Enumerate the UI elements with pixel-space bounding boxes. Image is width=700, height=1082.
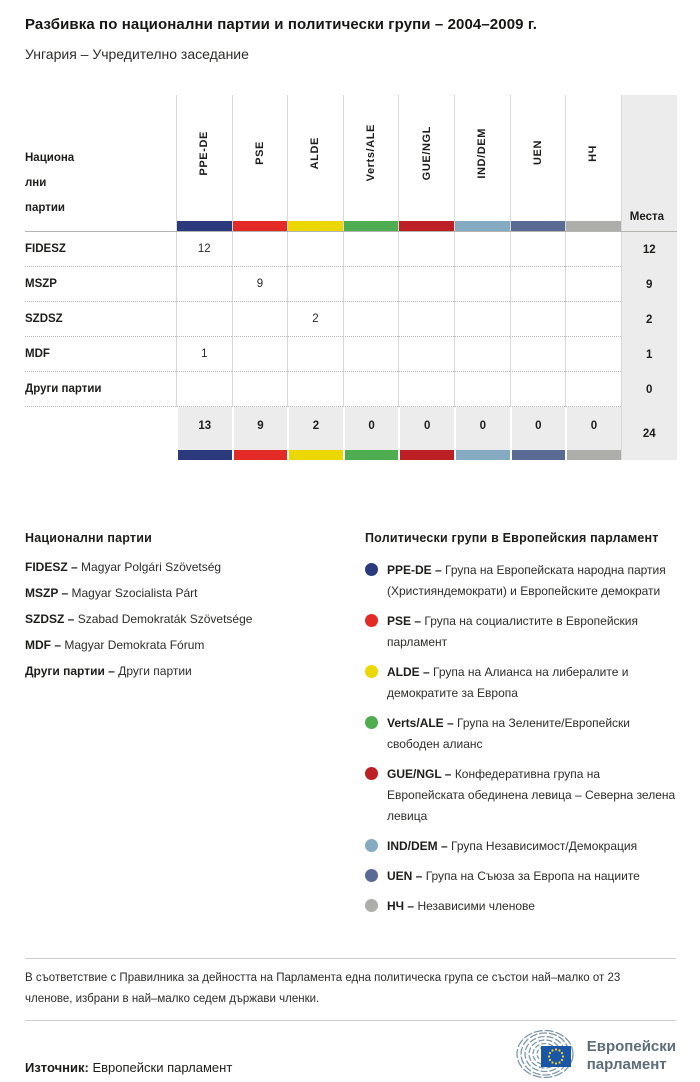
table-row <box>25 337 677 372</box>
cell <box>176 302 232 337</box>
legend-item <box>365 764 676 827</box>
legend-item <box>25 664 365 679</box>
source-value: Европейски парламент <box>88 1059 233 1075</box>
group-code: UEN – <box>387 869 423 883</box>
column-header-ind-dem <box>454 95 510 231</box>
seats-cell: 0 <box>621 372 677 407</box>
divider <box>25 958 676 959</box>
legend-item <box>365 866 676 887</box>
total-cell <box>565 407 621 460</box>
legend-item <box>365 836 676 857</box>
total-value: 13 <box>198 420 212 432</box>
group-color-bar <box>345 450 399 460</box>
group-color-bar <box>456 450 510 460</box>
group-color-bar <box>512 450 566 460</box>
total-value: 0 <box>590 420 598 432</box>
column-header-label: UEN <box>531 140 544 166</box>
legends <box>25 531 676 926</box>
logo-line1: Европейски <box>586 1038 676 1055</box>
group-color-dot <box>365 665 378 678</box>
group-color-bar <box>289 450 343 460</box>
group-color-bar <box>177 221 232 231</box>
cell <box>454 232 510 267</box>
total-value: 0 <box>479 420 486 432</box>
legend-national-parties <box>25 531 365 926</box>
page-title: Разбивка по национални партии и политически групи – 2004–2009 г. <box>25 16 537 33</box>
cell <box>565 337 621 372</box>
party-label: SZDSZ <box>25 302 176 337</box>
total-cell <box>343 407 399 460</box>
column-header-label: Verts/ALE <box>365 124 378 182</box>
table-row <box>25 267 677 302</box>
group-color-dot <box>365 767 378 780</box>
group-color-bar <box>455 221 510 231</box>
group-code: GUE/NGL – <box>387 767 452 781</box>
row-header-line: лни <box>25 177 47 189</box>
seats-table <box>25 95 677 460</box>
party-label: Други партии <box>25 372 176 407</box>
hemicycle-icon <box>515 1030 579 1082</box>
group-color-bar <box>288 221 343 231</box>
cell <box>398 232 454 267</box>
group-desc: Конфедеративна група на Европейската обединена левица – Северна зелена левица <box>387 767 676 823</box>
cell: 1 <box>176 337 232 372</box>
cell <box>287 232 343 267</box>
group-color-bar <box>399 221 454 231</box>
column-header-gue-ngl <box>398 95 454 231</box>
row-header-label <box>25 146 74 221</box>
column-header-verts-ale <box>343 95 399 231</box>
party-code: FIDESZ – <box>25 560 78 574</box>
cell <box>343 337 399 372</box>
cell <box>398 267 454 302</box>
group-code: IND/DEM – <box>387 839 448 853</box>
column-header-seats <box>621 95 677 231</box>
total-value: 0 <box>423 420 431 432</box>
group-color-bar <box>234 450 288 460</box>
source-text <box>25 1060 232 1075</box>
party-label: MDF <box>25 337 176 372</box>
cell <box>565 372 621 407</box>
column-header-alde <box>287 95 343 231</box>
cell <box>232 302 288 337</box>
group-code: PSE – <box>387 614 422 628</box>
table-row <box>25 302 677 337</box>
legend-heading: Национални партии <box>25 531 152 545</box>
party-name: Magyar Szocialista Párt <box>71 586 198 600</box>
totals-row <box>25 407 677 460</box>
legend-item <box>365 611 676 653</box>
group-desc: Група на Съюза за Европа на нациите <box>425 869 640 883</box>
group-color-dot <box>365 614 378 627</box>
cell: 9 <box>232 267 288 302</box>
cell <box>398 302 454 337</box>
total-cell <box>287 407 343 460</box>
seats-cell: 9 <box>621 267 677 302</box>
group-desc: Група Независимост/Демокрация <box>451 839 638 853</box>
total-value: 9 <box>257 420 264 432</box>
cell <box>454 372 510 407</box>
logo-text <box>587 1038 676 1074</box>
seats-cell: 12 <box>621 232 677 267</box>
total-value: 2 <box>312 420 320 432</box>
cell <box>343 232 399 267</box>
totals-spacer <box>25 407 176 460</box>
cell <box>454 337 510 372</box>
group-code: PPE-DE – <box>387 563 442 577</box>
legend-item <box>365 713 676 755</box>
column-header-label: GUE/NGL <box>420 125 433 181</box>
source-label: Източник: <box>25 1059 89 1075</box>
table-row <box>25 232 677 267</box>
cell <box>510 372 566 407</box>
seats-header-label: Места <box>629 211 664 223</box>
cell <box>232 232 288 267</box>
page-subtitle: Унгария – Учредително заседание <box>25 46 249 62</box>
group-color-dot <box>365 839 378 852</box>
group-color-dot <box>365 899 378 912</box>
group-desc: Група на Алианса на либералите и демократите за Европа <box>387 665 629 700</box>
cell: 2 <box>287 302 343 337</box>
table-row <box>25 372 677 407</box>
european-parliament-logo <box>515 1030 676 1082</box>
column-header-label: PSE <box>253 141 266 165</box>
party-name: Magyar Demokrata Fórum <box>64 638 205 652</box>
source-row <box>25 1030 676 1082</box>
cell <box>454 302 510 337</box>
legend-item <box>25 638 365 653</box>
group-color-dot <box>365 869 378 882</box>
column-header-label: НЧ <box>587 144 600 162</box>
cell <box>232 337 288 372</box>
legend-item <box>25 586 365 601</box>
cell <box>343 267 399 302</box>
cell <box>176 372 232 407</box>
group-color-bar <box>511 221 566 231</box>
column-header-ppe-de <box>176 95 232 231</box>
group-desc: Група на социалистите в Европейския парламент <box>387 614 638 649</box>
party-code: Други партии – <box>25 664 115 678</box>
cell <box>454 267 510 302</box>
total-value: 0 <box>368 420 375 432</box>
column-header-uen <box>510 95 566 231</box>
total-seats: 24 <box>621 407 677 460</box>
cell <box>510 232 566 267</box>
total-cell <box>454 407 510 460</box>
total-cell <box>510 407 566 460</box>
party-code: MDF – <box>25 638 61 652</box>
seats-cell: 1 <box>621 337 677 372</box>
column-header-label: ALDE <box>309 136 322 170</box>
legend-political-groups <box>365 531 676 926</box>
group-color-dot <box>365 716 378 729</box>
table-header-row <box>25 95 677 232</box>
group-color-bar <box>344 221 399 231</box>
group-desc: Независими членове <box>417 899 535 913</box>
legend-heading: Политически групи в Европейския парламент <box>365 531 659 545</box>
cell <box>510 267 566 302</box>
cell <box>343 302 399 337</box>
group-color-bar <box>400 450 454 460</box>
legend-item <box>25 612 365 627</box>
group-code: НЧ – <box>387 899 415 913</box>
column-header-pse <box>232 95 288 231</box>
cell <box>287 337 343 372</box>
legend-item <box>365 896 676 917</box>
party-code: MSZP – <box>25 586 69 600</box>
party-name: Szabad Demokraták Szövetsége <box>77 612 253 626</box>
column-header-nch <box>565 95 621 231</box>
seats-cell: 2 <box>621 302 677 337</box>
footnote: В съответствие с Правилника за дейността на Парламента една политическа група се състои най–малко от 23 членове, избрани в най–малко седем държави членки. <box>25 972 621 1005</box>
cell <box>343 372 399 407</box>
party-name: Magyar Polgári Szövetség <box>81 560 222 574</box>
party-label: MSZP <box>25 267 176 302</box>
cell <box>398 337 454 372</box>
party-label: FIDESZ <box>25 232 176 267</box>
legend-item <box>365 662 676 704</box>
legend-item <box>25 560 365 575</box>
cell <box>565 232 621 267</box>
cell <box>287 267 343 302</box>
column-header-label: IND/DEM <box>476 127 489 179</box>
cell <box>232 372 288 407</box>
column-header-label: PPE-DE <box>198 130 211 176</box>
logo-line2: парламент <box>586 1056 667 1073</box>
cell <box>176 267 232 302</box>
cell <box>398 372 454 407</box>
group-color-bar <box>567 450 621 460</box>
group-code: ALDE – <box>387 665 430 679</box>
cell: 12 <box>176 232 232 267</box>
legend-item <box>365 560 676 602</box>
group-desc: Група на Европейската народна партия (Християндемократи) и Европейските демократи <box>387 563 666 598</box>
total-cell <box>398 407 454 460</box>
group-color-dot <box>365 563 378 576</box>
total-value: 0 <box>535 420 542 432</box>
total-cell <box>176 407 232 460</box>
row-header-cell <box>25 95 176 231</box>
cell <box>510 337 566 372</box>
group-color-bar <box>566 221 621 231</box>
cell <box>565 302 621 337</box>
row-header-line: партии <box>25 202 65 214</box>
total-cell <box>232 407 288 460</box>
group-color-bar <box>233 221 288 231</box>
group-color-bar <box>178 450 232 460</box>
group-code: Verts/ALE – <box>387 716 454 730</box>
party-name: Други партии <box>118 664 192 678</box>
cell <box>565 267 621 302</box>
row-header-line: Национа <box>25 152 75 164</box>
cell <box>287 372 343 407</box>
group-desc: Група на Зелените/Европейски свободен алианс <box>387 716 631 751</box>
party-code: SZDSZ – <box>25 612 75 626</box>
cell <box>510 302 566 337</box>
